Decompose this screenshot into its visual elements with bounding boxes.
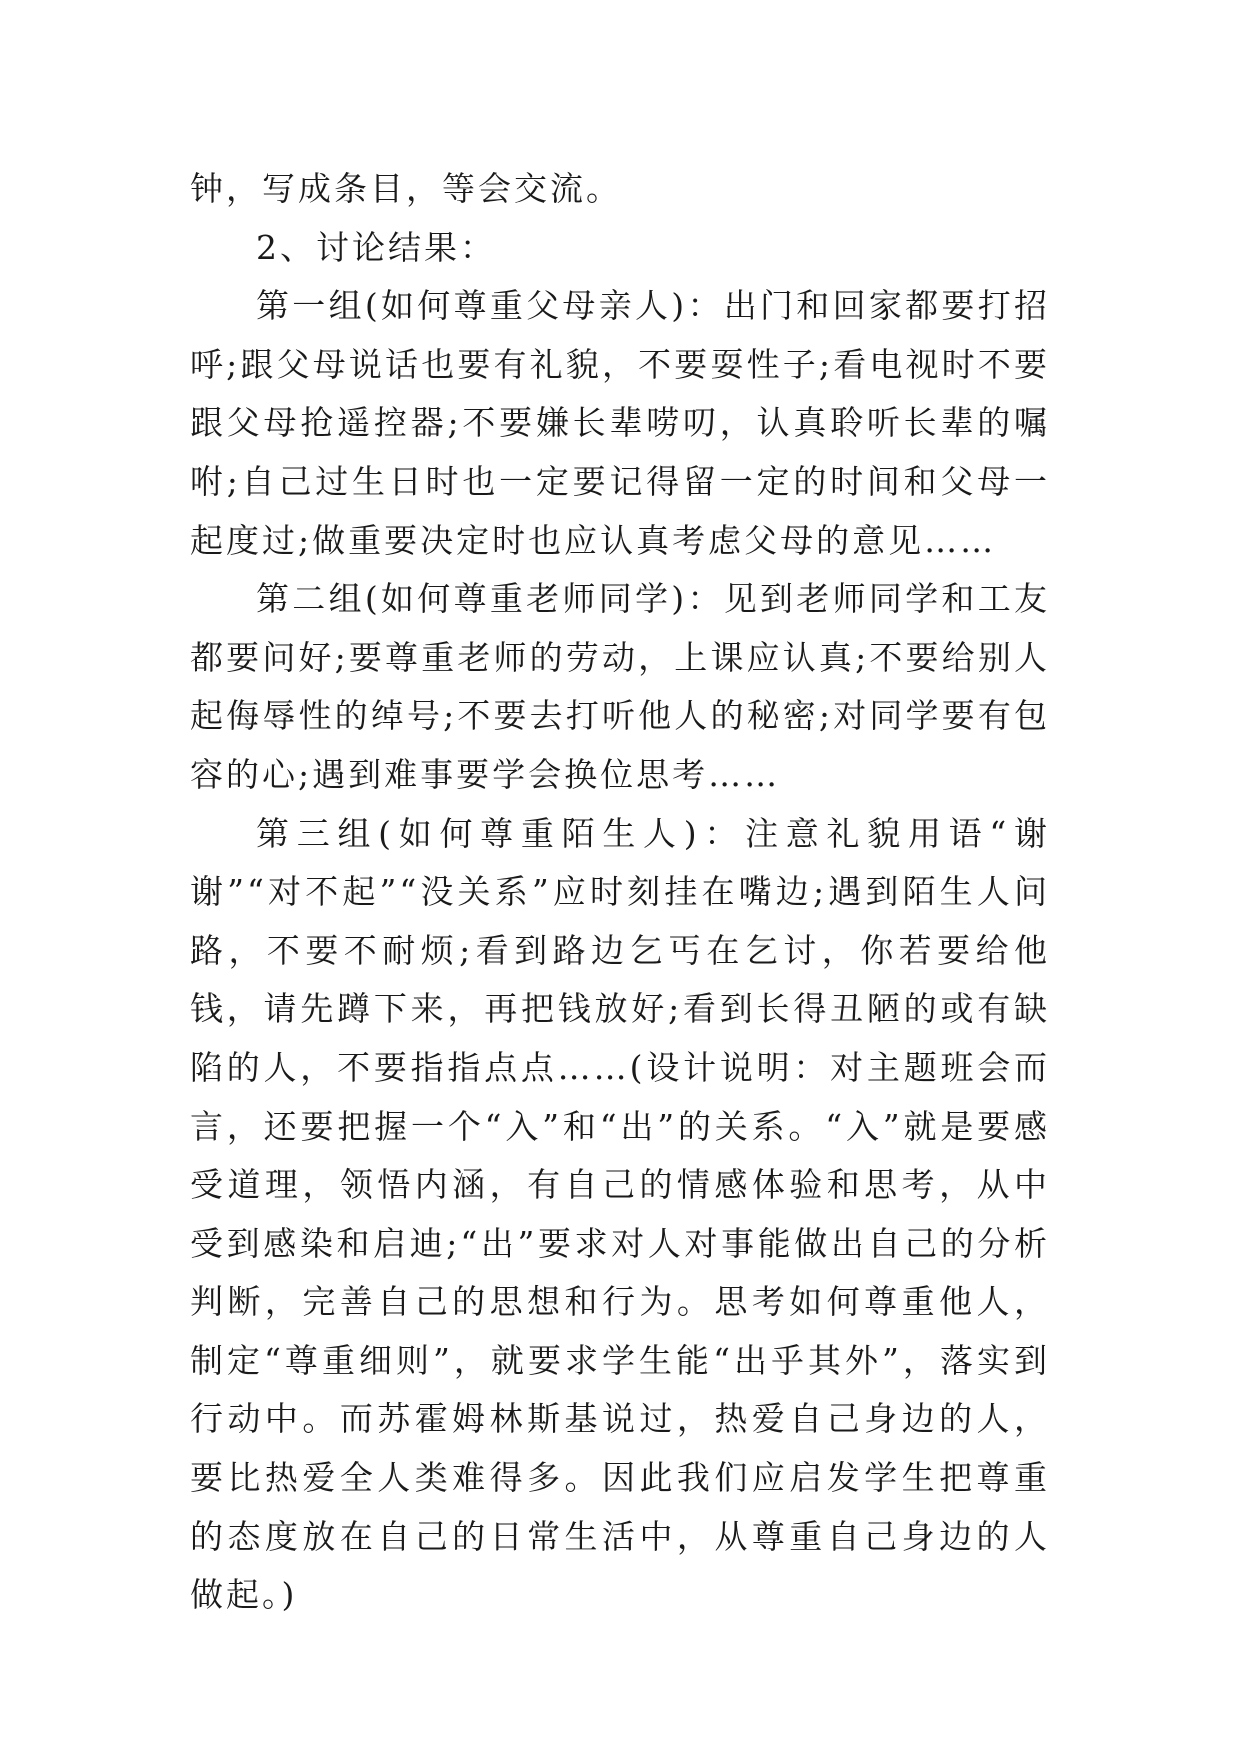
paragraph-discussion-results-heading: 2、讨论结果： — [256, 227, 496, 267]
paragraph-group-two: 第二组(如何尊重老师同学)：见到老师同学和工友都要问好;要尊重老师的劳动，上课应认真;不要给别人起侮辱性的绰号;不要去打听他人的秘密;对同学要有包容的心;遇到难事要学会换位思考…… — [190, 579, 1050, 794]
paragraph-group-one: 第一组(如何尊重父母亲人)：出门和回家都要打招呼;跟父母说话也要有礼貌，不要耍性子;看电视时不要跟父母抢遥控器;不要嫌长辈唠叨，认真聆听长辈的嘱咐;自己过生日时也一定要记得留一定的时间和父母一起度过;做重要决定时也应认真考虑父母的意见…… — [190, 286, 1050, 560]
document-body — [190, 160, 1050, 1625]
paragraph-continuation: 钟，写成条目，等会交流。 — [190, 169, 622, 208]
paragraph-group-three: 第三组(如何尊重陌生人)：注意礼貌用语“谢谢”“对不起”“没关系”应时刻挂在嘴边;遇到陌生人问路，不要不耐烦;看到路边乞丐在乞讨，你若要给他钱，请先蹲下来，再把钱放好;看到长得丑陋的或有缺陷的人，不要指指点点……(设计说明：对主题班会而言，还要把握一个“入”和“出”的关系。“入”就是要感受道理，领悟内涵，有自己的情感体验和思考，从中受到感染和启迪;“出”要求对人对事能做出自己的分析判断，完善自己的思想和行为。思考如何尊重他人，制定“尊重细则”，就要求学生能“出乎其外”，落实到行动中。而苏霍姆林斯基说过，热爱自己身边的人，要比热爱全人类难得多。因此我们应启发学生把尊重的态度放在自己的日常生活中，从尊重自己身边的人做起。) — [190, 813, 1050, 1615]
